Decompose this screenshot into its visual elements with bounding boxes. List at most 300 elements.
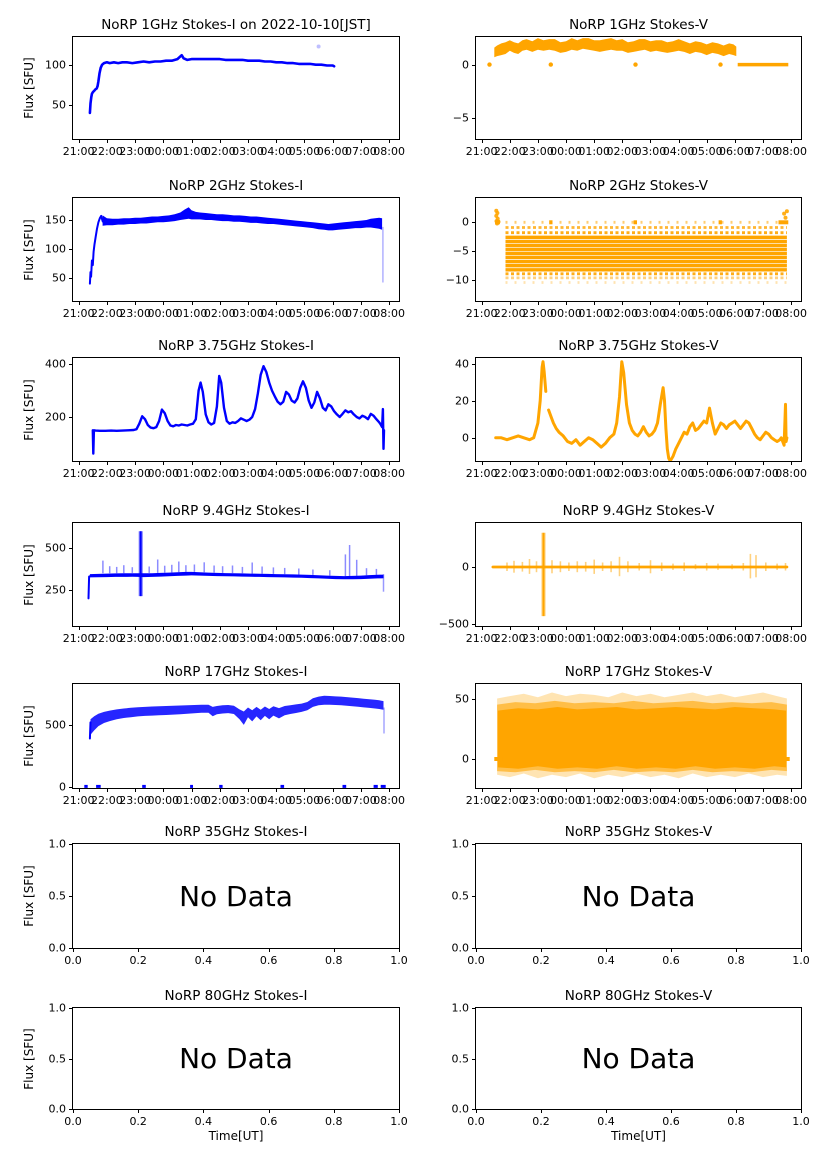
y-tick-label: 1.0 <box>451 1001 469 1015</box>
x-tick-mark <box>707 788 708 792</box>
x-tick-mark <box>107 626 108 630</box>
x-tick-label: 02:00 <box>606 145 639 158</box>
x-tick-mark <box>622 626 623 630</box>
x-tick-label: 03:00 <box>232 145 264 158</box>
y-tick-mark <box>69 249 73 250</box>
x-tick-mark <box>622 788 623 792</box>
y-tick-mark <box>69 364 73 365</box>
y-tick-label: −500 <box>438 617 469 631</box>
x-tick-mark <box>735 461 736 465</box>
x-tick-mark <box>276 788 277 792</box>
x-tick-mark <box>476 1109 477 1113</box>
x-tick-label: 07:00 <box>345 467 377 480</box>
x-tick-label: 07:00 <box>747 307 779 320</box>
y-tick-label: 250 <box>45 583 66 597</box>
x-tick-label: 00:00 <box>550 145 582 158</box>
chart-title: NoRP 17GHz Stokes-V <box>564 664 713 680</box>
no-data-annotation: No Data <box>581 1042 696 1075</box>
x-tick-mark <box>679 139 680 143</box>
x-tick-label: 01:00 <box>175 794 208 807</box>
x-tick-label: 08:00 <box>775 794 807 807</box>
x-tick-label: 21:00 <box>62 307 95 320</box>
x-tick-label: 06:00 <box>719 145 751 158</box>
x-tick-label: 05:00 <box>690 145 723 158</box>
x-tick-label: 0.2 <box>532 954 550 967</box>
x-tick-mark <box>192 301 193 305</box>
x-tick-label: 08:00 <box>775 145 807 158</box>
x-tick-mark <box>763 301 764 305</box>
x-tick-label: 07:00 <box>345 794 377 807</box>
x-tick-mark <box>361 301 362 305</box>
x-tick-mark <box>248 461 249 465</box>
x-tick-label: 21:00 <box>62 467 95 480</box>
x-tick-label: 0.8 <box>325 1115 343 1128</box>
x-tick-mark <box>333 788 334 792</box>
x-tick-mark <box>476 948 477 952</box>
x-tick-label: 23:00 <box>522 632 554 645</box>
panel-norp-17ghz-stokes-v <box>455 664 807 807</box>
x-tick-mark <box>566 139 567 143</box>
no-data-annotation: No Data <box>179 1042 293 1075</box>
x-tick-mark <box>482 301 483 305</box>
x-tick-mark <box>538 301 539 305</box>
chart-title: NoRP 3.75GHz Stokes-I <box>158 338 314 354</box>
x-tick-mark <box>801 948 802 952</box>
y-tick-label: 0.0 <box>451 1102 469 1116</box>
x-tick-mark <box>482 139 483 143</box>
x-tick-label: 03:00 <box>232 794 264 807</box>
chart-title: NoRP 9.4GHz Stokes-V <box>562 503 715 519</box>
x-tick-mark <box>192 626 193 630</box>
x-tick-mark <box>276 626 277 630</box>
x-tick-label: 04:00 <box>662 467 695 480</box>
x-tick-mark <box>622 461 623 465</box>
x-tick-label: 0.2 <box>532 1115 550 1128</box>
x-tick-mark <box>304 461 305 465</box>
x-tick-mark <box>650 461 651 465</box>
x-tick-label: 0.8 <box>727 954 745 967</box>
x-tick-mark <box>707 461 708 465</box>
x-tick-label: 0.8 <box>325 954 343 967</box>
y-tick-mark <box>472 1109 476 1110</box>
x-tick-mark <box>269 1109 270 1113</box>
x-tick-label: 0.6 <box>259 1115 278 1128</box>
x-tick-mark <box>566 461 567 465</box>
x-tick-label: 01:00 <box>578 307 611 320</box>
x-tick-mark <box>594 301 595 305</box>
y-tick-label: −5 <box>452 244 469 258</box>
x-tick-label: 04:00 <box>260 794 293 807</box>
no-data-annotation: No Data <box>179 879 293 913</box>
x-tick-label: 0.2 <box>129 954 147 967</box>
x-tick-mark <box>135 139 136 143</box>
x-tick-mark <box>566 301 567 305</box>
y-tick-mark <box>69 725 73 726</box>
x-tick-label: 0.4 <box>597 954 615 967</box>
x-tick-mark <box>791 139 792 143</box>
x-tick-mark <box>735 788 736 792</box>
x-tick-mark <box>163 139 164 143</box>
x-tick-mark <box>791 301 792 305</box>
x-tick-label: 1.0 <box>390 954 408 967</box>
y-tick-mark <box>69 844 73 845</box>
x-tick-mark <box>248 139 249 143</box>
x-tick-label: 1.0 <box>390 1115 408 1128</box>
x-tick-label: 08:00 <box>775 632 807 645</box>
x-tick-label: 02:00 <box>606 467 639 480</box>
x-tick-mark <box>541 948 542 952</box>
x-tick-mark <box>510 139 511 143</box>
plot-area <box>476 1008 801 1109</box>
x-tick-mark <box>73 1109 74 1113</box>
x-tick-mark <box>791 626 792 630</box>
x-tick-mark <box>79 788 80 792</box>
x-tick-mark <box>334 948 335 952</box>
y-tick-label: 100 <box>45 242 66 256</box>
x-tick-mark <box>138 948 139 952</box>
y-tick-label: 0.0 <box>48 941 66 955</box>
y-tick-label: 50 <box>52 271 66 285</box>
y-tick-mark <box>472 844 476 845</box>
x-tick-label: 07:00 <box>747 794 779 807</box>
x-tick-mark <box>192 139 193 143</box>
x-tick-label: 04:00 <box>662 145 695 158</box>
y-tick-label: 0 <box>59 780 66 794</box>
x-tick-mark <box>163 626 164 630</box>
x-tick-label: 06:00 <box>316 467 349 480</box>
x-tick-label: 06:00 <box>719 467 751 480</box>
x-tick-label: 04:00 <box>662 632 695 645</box>
x-tick-label: 03:00 <box>634 307 667 320</box>
y-tick-label: 50 <box>52 98 66 112</box>
plot-area <box>476 37 801 139</box>
x-tick-mark <box>107 139 108 143</box>
x-tick-label: 05:00 <box>288 632 321 645</box>
x-tick-label: 03:00 <box>232 307 264 320</box>
x-tick-label: 03:00 <box>634 467 667 480</box>
x-tick-mark <box>671 948 672 952</box>
x-tick-label: 02:00 <box>606 307 639 320</box>
x-tick-mark <box>594 626 595 630</box>
x-tick-label: 0.6 <box>662 954 680 967</box>
x-tick-label: 22:00 <box>493 307 526 320</box>
plot-area <box>476 198 801 301</box>
y-tick-mark <box>69 417 73 418</box>
x-tick-mark <box>538 461 539 465</box>
y-tick-mark <box>69 590 73 591</box>
y-tick-label: 500 <box>45 541 66 555</box>
x-tick-label: 01:00 <box>175 307 208 320</box>
x-tick-mark <box>389 626 390 630</box>
x-tick-label: 08:00 <box>373 467 405 480</box>
x-tick-label: 0.2 <box>129 1115 147 1128</box>
x-tick-mark <box>304 626 305 630</box>
x-axis-label: Time[UT] <box>208 1129 264 1143</box>
x-tick-label: 0.8 <box>727 1115 745 1128</box>
x-tick-mark <box>510 301 511 305</box>
x-tick-label: 21:00 <box>62 794 95 807</box>
x-tick-mark <box>566 626 567 630</box>
y-tick-mark <box>472 759 476 760</box>
x-tick-mark <box>399 948 400 952</box>
x-tick-label: 03:00 <box>634 145 667 158</box>
chart-title: NoRP 17GHz Stokes-I <box>164 664 308 680</box>
y-tick-mark <box>472 699 476 700</box>
x-tick-mark <box>791 461 792 465</box>
x-tick-label: 07:00 <box>345 307 377 320</box>
x-tick-label: 01:00 <box>578 794 611 807</box>
x-tick-label: 07:00 <box>747 632 779 645</box>
chart-title: NoRP 35GHz Stokes-V <box>564 824 713 840</box>
x-tick-mark <box>671 1109 672 1113</box>
x-tick-label: 01:00 <box>175 467 208 480</box>
x-tick-mark <box>276 301 277 305</box>
x-tick-mark <box>220 788 221 792</box>
panel-norp-3-75ghz-stokes-i: NoRP 3.75GHz Stokes-I Flux [SFU] 21:00 22:00 23:00 00:00 01:00 02:00 03:00 04:00 05:00 06:00 07:00 08:00 200 400 <box>22 338 405 480</box>
x-tick-label: 05:00 <box>288 145 321 158</box>
x-tick-label: 03:00 <box>634 632 667 645</box>
y-tick-mark <box>69 896 73 897</box>
no-data-annotation: No Data <box>581 879 696 913</box>
y-tick-label: −5 <box>452 111 469 125</box>
x-tick-mark <box>220 461 221 465</box>
x-tick-mark <box>361 461 362 465</box>
x-tick-label: 05:00 <box>690 307 723 320</box>
x-tick-mark <box>679 788 680 792</box>
x-tick-label: 23:00 <box>522 145 554 158</box>
x-tick-label: 0.6 <box>662 1115 680 1128</box>
x-tick-label: 1.0 <box>792 954 810 967</box>
y-tick-mark <box>472 280 476 281</box>
x-tick-label: 0.0 <box>64 954 82 967</box>
x-tick-mark <box>79 626 80 630</box>
y-tick-mark <box>472 624 476 625</box>
x-tick-label: 22:00 <box>493 632 526 645</box>
x-tick-mark <box>791 788 792 792</box>
x-tick-label: 0.6 <box>259 954 278 967</box>
y-tick-mark <box>472 948 476 949</box>
y-tick-mark <box>472 567 476 568</box>
x-tick-mark <box>220 626 221 630</box>
y-tick-label: 0.5 <box>451 1052 469 1065</box>
x-tick-label: 23:00 <box>522 794 554 807</box>
panel-norp-3-75ghz-stokes-v <box>455 338 807 480</box>
chart-title: NoRP 3.75GHz Stokes-V <box>558 338 719 354</box>
y-tick-mark <box>69 1059 73 1060</box>
y-tick-label: 20 <box>455 394 469 408</box>
panel-norp-9-4ghz-stokes-v <box>438 503 807 645</box>
panel-norp-35ghz-stokes-i: NoRP 35GHz Stokes-I Flux [SFU] No Data 0.0 0.2 0.4 0.6 0.8 1.0 0.0 0.5 1.0 <box>22 824 408 967</box>
x-tick-label: 08:00 <box>373 794 405 807</box>
y-tick-label: 100 <box>45 58 66 72</box>
panel-norp-35ghz-stokes-v <box>451 824 810 967</box>
x-tick-mark <box>107 788 108 792</box>
y-tick-label: 0.0 <box>451 941 469 955</box>
y-tick-label: 0.0 <box>48 1102 66 1116</box>
x-tick-mark <box>248 626 249 630</box>
x-tick-mark <box>79 139 80 143</box>
x-tick-label: 05:00 <box>690 467 723 480</box>
x-tick-mark <box>361 139 362 143</box>
x-tick-label: 03:00 <box>232 467 264 480</box>
x-tick-mark <box>650 301 651 305</box>
x-tick-label: 21:00 <box>465 307 498 320</box>
x-tick-label: 22:00 <box>91 467 123 480</box>
x-tick-mark <box>163 301 164 305</box>
x-tick-label: 22:00 <box>91 632 123 645</box>
panel-norp-17ghz-stokes-i: NoRP 17GHz Stokes-I Flux [SFU] 21:00 22:00 23:00 00:00 01:00 02:00 03:00 04:00 05:00 06:00 07:00 08:00 0 500 <box>22 664 405 807</box>
x-tick-mark <box>389 788 390 792</box>
x-tick-mark <box>135 461 136 465</box>
x-tick-label: 00:00 <box>550 307 582 320</box>
x-tick-mark <box>735 139 736 143</box>
x-tick-label: 00:00 <box>147 467 180 480</box>
x-tick-mark <box>510 788 511 792</box>
chart-title: NoRP 1GHz Stokes-V <box>569 17 708 33</box>
x-tick-mark <box>333 461 334 465</box>
x-tick-mark <box>334 1109 335 1113</box>
y-tick-mark <box>69 220 73 221</box>
y-tick-label: 0 <box>462 431 469 445</box>
x-tick-label: 23:00 <box>522 467 554 480</box>
x-tick-label: 08:00 <box>373 307 405 320</box>
y-tick-label: 0.5 <box>48 889 66 903</box>
x-tick-mark <box>538 139 539 143</box>
x-tick-mark <box>510 461 511 465</box>
x-tick-label: 06:00 <box>719 632 751 645</box>
x-tick-mark <box>333 301 334 305</box>
x-tick-mark <box>107 301 108 305</box>
x-tick-label: 07:00 <box>345 632 377 645</box>
x-tick-mark <box>135 301 136 305</box>
y-tick-label: 40 <box>455 357 469 371</box>
x-tick-mark <box>594 788 595 792</box>
y-tick-label: 150 <box>45 213 66 227</box>
x-tick-mark <box>220 301 221 305</box>
panel-norp-2ghz-stokes-i: NoRP 2GHz Stokes-I Flux [SFU] 21:00 22:00 23:00 00:00 01:00 02:00 03:00 04:00 05:00 06:00 07:00 08:00 50 100 150 <box>22 178 405 320</box>
x-tick-label: 21:00 <box>62 145 95 158</box>
x-tick-mark <box>389 139 390 143</box>
x-tick-label: 21:00 <box>62 632 95 645</box>
x-tick-mark <box>107 461 108 465</box>
panel-norp-1ghz-stokes-i: NoRP 1GHz Stokes-I on 2022-10-10[JST] Flux [SFU] 21:00 22:00 23:00 00:00 01:00 02:00 03:00 04:00 05:00 06:00 07:00 08:00 50 100 <box>22 17 405 158</box>
x-tick-mark <box>361 626 362 630</box>
x-tick-mark <box>361 788 362 792</box>
x-tick-mark <box>801 1109 802 1113</box>
x-tick-mark <box>399 1109 400 1113</box>
x-tick-label: 02:00 <box>203 794 236 807</box>
x-tick-mark <box>203 948 204 952</box>
x-tick-mark <box>622 139 623 143</box>
x-tick-label: 02:00 <box>606 632 639 645</box>
y-tick-label: 0 <box>462 215 469 229</box>
x-tick-mark <box>482 461 483 465</box>
x-tick-label: 08:00 <box>373 145 405 158</box>
x-tick-label: 08:00 <box>373 632 405 645</box>
x-tick-label: 02:00 <box>203 145 236 158</box>
x-tick-mark <box>763 139 764 143</box>
x-tick-label: 00:00 <box>550 467 582 480</box>
x-tick-label: 00:00 <box>147 307 180 320</box>
x-tick-mark <box>566 788 567 792</box>
x-tick-label: 04:00 <box>260 145 293 158</box>
y-tick-mark <box>472 896 476 897</box>
x-tick-mark <box>482 626 483 630</box>
x-tick-label: 05:00 <box>288 794 321 807</box>
y-tick-mark <box>69 278 73 279</box>
x-tick-label: 22:00 <box>91 307 123 320</box>
y-tick-mark <box>69 548 73 549</box>
x-tick-label: 21:00 <box>465 467 498 480</box>
x-tick-label: 06:00 <box>719 307 751 320</box>
x-tick-label: 06:00 <box>316 632 349 645</box>
x-tick-label: 05:00 <box>288 467 321 480</box>
x-tick-label: 03:00 <box>232 632 264 645</box>
plot-area <box>476 844 801 948</box>
x-tick-label: 04:00 <box>260 632 293 645</box>
x-tick-mark <box>650 139 651 143</box>
chart-title: NoRP 80GHz Stokes-V <box>564 988 713 1004</box>
plot-area <box>476 523 801 626</box>
x-tick-label: 01:00 <box>175 632 208 645</box>
x-tick-label: 06:00 <box>316 145 349 158</box>
y-tick-mark <box>472 401 476 402</box>
x-tick-label: 02:00 <box>203 307 236 320</box>
x-tick-mark <box>269 948 270 952</box>
x-tick-label: 00:00 <box>147 145 180 158</box>
x-tick-mark <box>763 626 764 630</box>
x-tick-label: 00:00 <box>147 632 180 645</box>
chart-title: NoRP 80GHz Stokes-I <box>164 988 308 1004</box>
y-tick-label: 400 <box>45 357 66 371</box>
x-tick-mark <box>707 626 708 630</box>
y-tick-mark <box>69 65 73 66</box>
x-tick-label: 02:00 <box>203 632 236 645</box>
x-tick-label: 04:00 <box>662 794 695 807</box>
panel-norp-2ghz-stokes-v <box>445 178 807 320</box>
x-tick-mark <box>138 1109 139 1113</box>
x-tick-label: 0.4 <box>194 954 213 967</box>
x-tick-mark <box>594 461 595 465</box>
x-tick-label: 07:00 <box>345 145 377 158</box>
x-tick-label: 00:00 <box>550 794 582 807</box>
x-tick-label: 07:00 <box>747 145 779 158</box>
plot-area <box>476 358 801 461</box>
x-tick-mark <box>389 301 390 305</box>
x-axis-label: Time[UT] <box>611 1129 666 1143</box>
x-tick-label: 05:00 <box>690 794 723 807</box>
x-tick-label: 01:00 <box>578 632 611 645</box>
x-tick-label: 07:00 <box>747 467 779 480</box>
x-tick-mark <box>538 788 539 792</box>
x-tick-label: 0.0 <box>467 954 485 967</box>
x-tick-mark <box>220 139 221 143</box>
x-tick-label: 01:00 <box>578 467 611 480</box>
x-tick-mark <box>276 461 277 465</box>
x-tick-label: 05:00 <box>690 632 723 645</box>
chart-title: NoRP 35GHz Stokes-I <box>164 824 308 840</box>
plot-area <box>476 684 801 788</box>
x-tick-label: 05:00 <box>288 307 321 320</box>
y-tick-mark <box>69 1008 73 1009</box>
panel-norp-80ghz-stokes-v <box>451 988 810 1143</box>
y-tick-mark <box>472 438 476 439</box>
x-tick-label: 21:00 <box>465 632 498 645</box>
x-tick-mark <box>389 461 390 465</box>
y-tick-label: 1.0 <box>48 1001 66 1015</box>
y-tick-label: 0 <box>462 560 469 574</box>
x-tick-label: 23:00 <box>119 794 151 807</box>
